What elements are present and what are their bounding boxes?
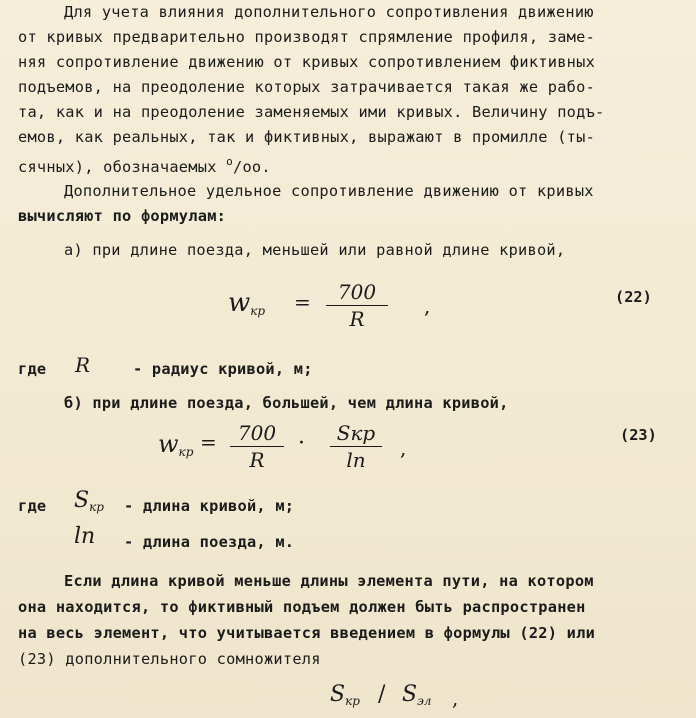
formula-multiplier-comma: , (452, 686, 459, 710)
where-2-label: где (18, 497, 47, 515)
formula-22-lhs-main: w (228, 288, 251, 318)
formula-22-equals: = (294, 290, 311, 314)
formula-23-lhs-main: w (158, 430, 179, 458)
paragraph-1-line-4: подъемов, на преодоление которых затрачивается такая же рабо- (18, 78, 596, 96)
paragraph-1-line-3: няя сопротивление движению от кривых сопротивлением фиктивных (18, 53, 596, 71)
formula-multiplier-s2 (402, 682, 431, 708)
formula-22-lhs-sub: кр (250, 304, 266, 318)
formula-multiplier-s2-main: S (402, 682, 418, 707)
formula-23-numerator-1: 700 (237, 421, 277, 445)
formula-23-fraction-bar-1 (230, 446, 284, 447)
formula-22-numerator: 700 (337, 280, 377, 304)
formula-23-equals: = (200, 430, 217, 454)
formula-multiplier-slash: / (378, 682, 386, 707)
paragraph-1-last-suffix: /oo. (232, 158, 271, 176)
paragraph-3-line-1: Если длина кривой меньше длины элемента пути, на котором (64, 572, 594, 590)
formula-multiplier-s2-sub: эл (417, 694, 432, 708)
formula-23-lhs-sub: кр (178, 445, 194, 459)
formula-23-fraction-bar-2 (330, 446, 382, 447)
where-2-symbol-skr (74, 488, 104, 514)
where-2-symbol-s-sub: кр (89, 500, 104, 514)
paragraph-3-line-3: на весь элемент, что учитывается введением в формулы (22) или (18, 624, 596, 642)
formula-22-denominator: R (349, 307, 365, 331)
formula-multiplier-s1-main: S (330, 682, 346, 707)
case-b-text: б) при длине поезда, большей, чем длина кривой, (64, 394, 509, 412)
where-1-label: где (18, 360, 47, 378)
formula-multiplier-s1 (330, 682, 360, 708)
formula-22-number: (22) (615, 288, 652, 306)
where-1-text: - радиус кривой, м; (133, 360, 313, 378)
formula-22-comma: , (424, 294, 431, 318)
paragraph-1-line-1: Для учета влияния дополнительного сопротивления движению (64, 3, 594, 21)
paragraph-3-line-2: она находится, то фиктивный подъем должен быть распространен (18, 598, 586, 616)
formula-23-lhs (158, 430, 193, 459)
paragraph-2-line-1: Дополнительное удельное сопротивление движению от кривых (64, 182, 594, 200)
where-2-text-1: - длина кривой, м; (124, 497, 295, 515)
paragraph-1-line-2: от кривых предварительно производят спрямление профиля, заме- (18, 28, 596, 46)
where-2-symbol-ln: ln (74, 524, 96, 549)
paragraph-1-line-7 (18, 150, 271, 179)
case-a-text: а) при длине поезда, меньшей или равной длине кривой, (64, 241, 566, 259)
formula-multiplier-s1-sub: кр (345, 694, 360, 708)
where-1-symbol-r: R (75, 353, 91, 377)
formula-23-fraction-2 (330, 421, 382, 472)
formula-23-denominator-2: ln (346, 448, 366, 472)
paragraph-3-line-4: (23) дополнительного сомножителя (18, 650, 321, 668)
where-2-text-2: - длина поезда, м. (124, 533, 295, 551)
formula-23-denominator-1: R (249, 448, 265, 472)
promille-superscript: o (226, 155, 233, 168)
formula-22-fraction (326, 280, 388, 331)
formula-23-fraction-1 (230, 421, 284, 472)
where-2-symbol-s-main: S (74, 488, 90, 513)
paragraph-2-line-2: вычисляют по формулам: (18, 207, 227, 225)
paragraph-1-last-prefix: сячных), обозначаемых (18, 158, 227, 176)
paragraph-1-line-5: та, как и на преодоление заменяемых ими кривых. Величину подъ- (18, 103, 605, 121)
formula-23-dot: · (298, 431, 305, 456)
formula-23-comma: , (400, 436, 407, 460)
formula-22-fraction-bar (326, 305, 388, 306)
paragraph-1-line-6: емов, как реальных, так и фиктивных, выражают в промилле (ты- (18, 128, 596, 146)
formula-23-numerator-2: Sкр (336, 421, 376, 445)
formula-23-number: (23) (620, 426, 657, 444)
formula-22-lhs (228, 288, 265, 318)
